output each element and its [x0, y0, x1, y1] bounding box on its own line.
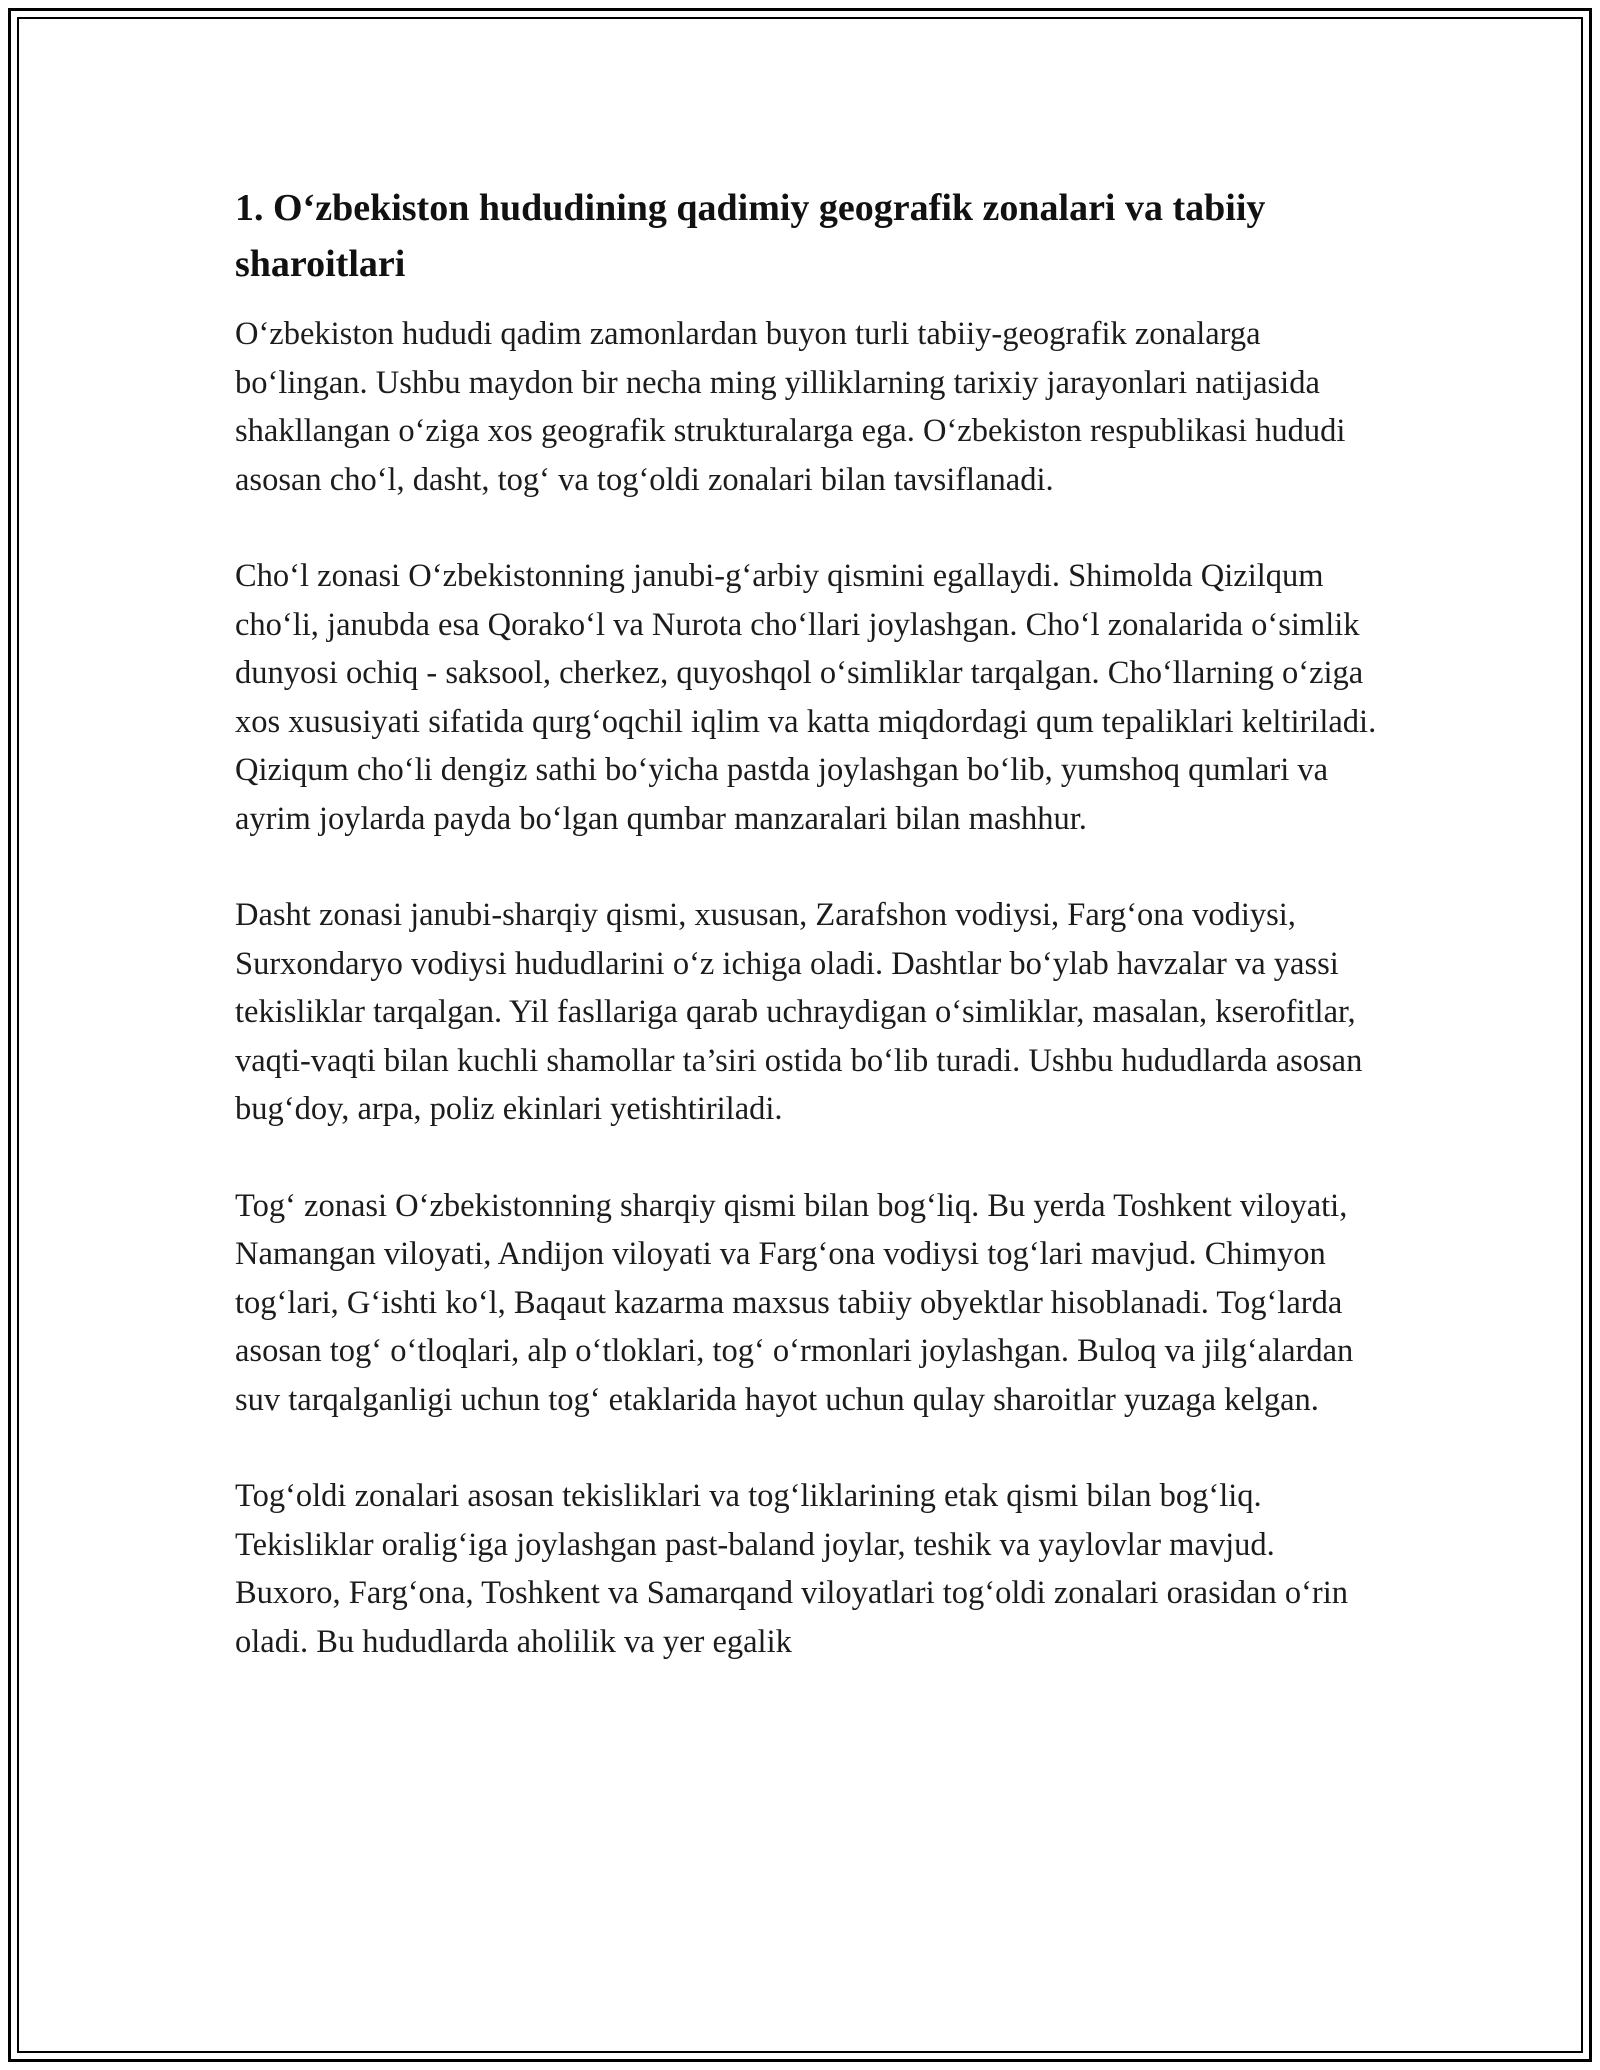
paragraph-foothill-zone: Tog‘oldi zonalari asosan tekisliklari va tog‘liklarining etak qismi bilan bog‘liq. Tekisliklar oralig‘iga joylashgan past-baland joylar, teshik va yaylovlar mavjud. Buxoro, Farg‘ona, Toshkent va Samarqand viloyatlari tog‘oldi zonalari orasidan o‘rin oladi. Bu hududlarda aholilik va yer egalik — [235, 1478, 1348, 1660]
section-title: 1. O‘zbekiston hududining qadimiy geografik zonalari va tabiiy sharoitlari — [235, 187, 1266, 285]
paragraph-desert-zone: Cho‘l zonasi O‘zbekistonning janubi-g‘arbiy qismini egallaydi. Shimolda Qizilqum cho‘li, janubda esa Qorako‘l va Nurota cho‘llari joylashgan. Cho‘l zonalarida o‘simlik dunyosi ochiq - saksool, cherkez, quyoshqol o‘simliklar tarqalgan. Cho‘llarning o‘ziga xos xususiyati sifatida qurg‘oqchil iqlim va katta miqdordagi qum tepaliklari keltiriladi. Qiziqum cho‘li dengiz sathi bo‘yicha pastda joylashgan bo‘lib, yumshoq qumlari va ayrim joylarda payda bo‘lgan qumbar manzaralari bilan mashhur. — [235, 558, 1377, 837]
document-body — [235, 180, 1385, 1714]
paragraph-steppe-zone: Dasht zonasi janubi-sharqiy qismi, xususan, Zarafshon vodiysi, Farg‘ona vodiysi, Surxondaryo vodiysi hududlarini o‘z ichiga oladi. Dashtlar bo‘ylab havzalar va yassi tekisliklar tarqalgan. Yil fasllariga qarab uchraydigan o‘simliklar, masalan, kserofitlar, vaqti-vaqti bilan kuchli shamollar ta’siri ostida bo‘lib turadi. Ushbu hududlarda asosan bug‘doy, arpa, poliz ekinlari yetishtiriladi. — [235, 897, 1363, 1127]
paragraph-mountain-zone: Tog‘ zonasi O‘zbekistonning sharqiy qismi bilan bog‘liq. Bu yerda Toshkent viloyati, Namangan viloyati, Andijon viloyati va Farg‘ona vodiysi tog‘lari mavjud. Chimyon tog‘lari, G‘ishti ko‘l, Baqaut kazarma maxsus tabiiy obyektlar hisoblanadi. Tog‘larda asosan tog‘ o‘tloqlari, alp o‘tloklari, tog‘ o‘rmonlari joylashgan. Buloq va jilg‘alardan suv tarqalganligi uchun tog‘ etaklarida hayot uchun qulay sharoitlar yuzaga kelgan. — [235, 1187, 1354, 1418]
paragraph-intro: O‘zbekiston hududi qadim zamonlardan buyon turli tabiiy-geografik zonalarga bo‘lingan. Ushbu maydon bir necha ming yilliklarning tarixiy jarayonlari natijasida shakllangan o‘ziga xos geografik strukturalarga ega. O‘zbekiston respublikasi hududi asosan cho‘l, dasht, tog‘ va tog‘oldi zonalari bilan tavsiflanadi. — [235, 316, 1346, 498]
